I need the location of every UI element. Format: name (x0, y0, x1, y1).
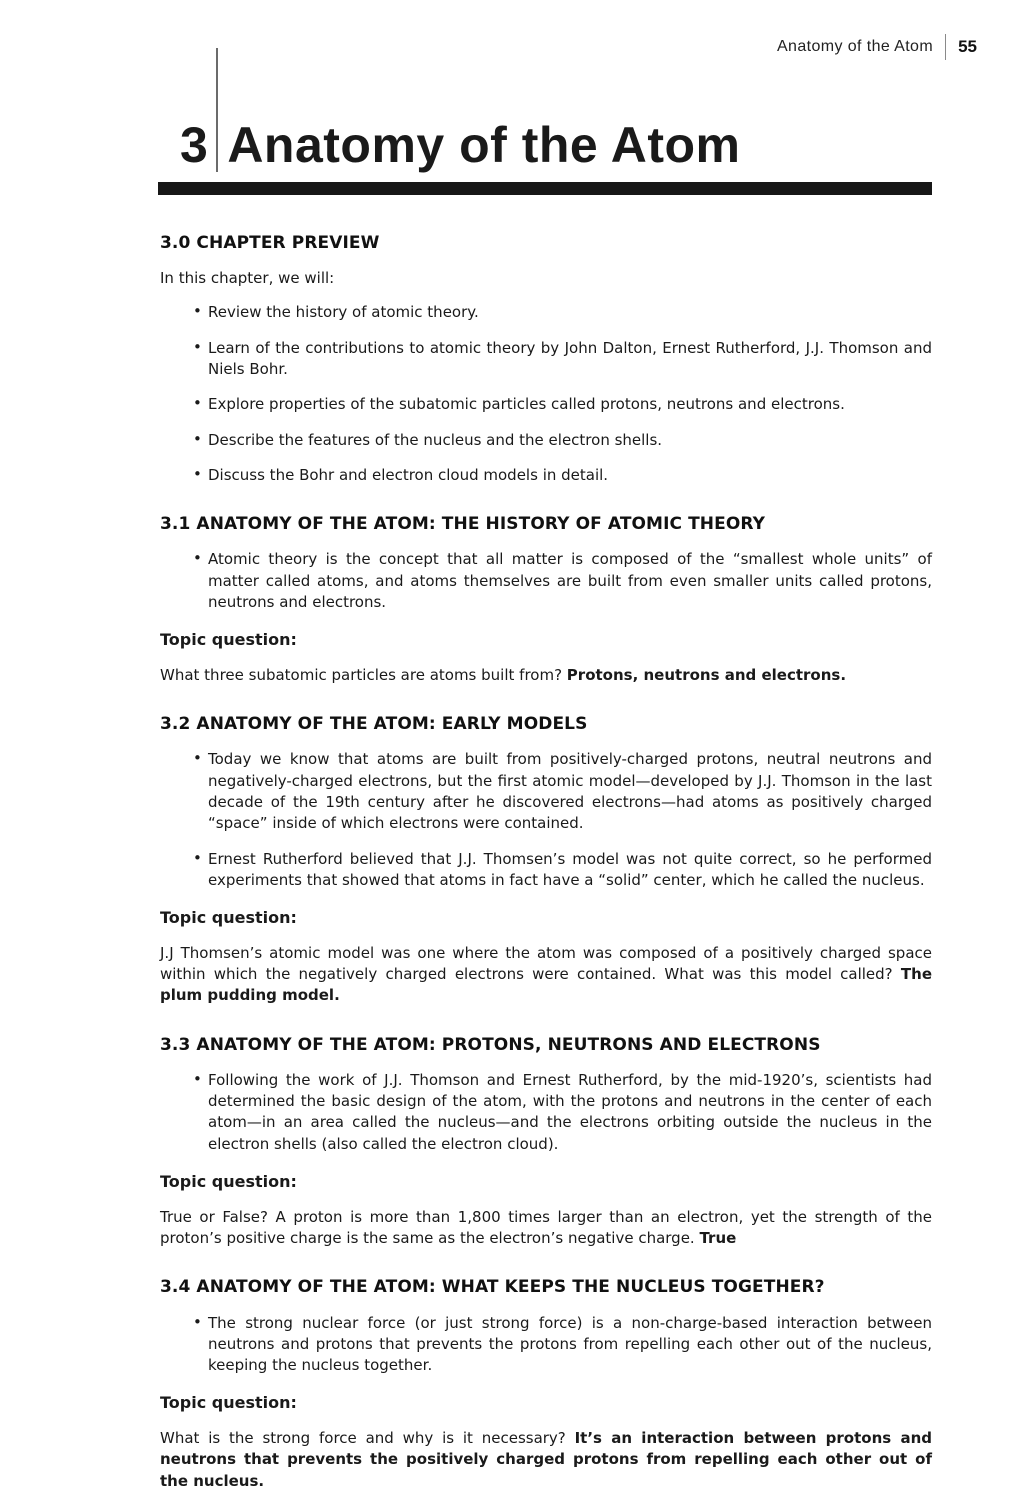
bullet-item: • Today we know that atoms are built from positively-charged protons, neutral neutrons and negatively-charged electrons, but the first atomic model—developed by J.J. Thomson in the last decade of the 19th century after he discovered electrons—had atoms as positively charged “space” inside of which electrons were contained. (160, 749, 932, 834)
bullet-item: • Learn of the contributions to atomic theory by John Dalton, Ernest Rutherford, J.J. Thomson and Niels Bohr. (160, 338, 932, 381)
section-intro: In this chapter, we will: (160, 269, 335, 288)
textbook-page (0, 34, 1024, 1490)
running-title: Anatomy of the Atom (776, 38, 934, 55)
topic-question-answer (160, 665, 932, 686)
chapter-heading (160, 48, 932, 172)
page-number: 55 (958, 37, 977, 56)
topic-question-answer (160, 943, 932, 1007)
header-divider (945, 34, 946, 60)
topic-question-answer (160, 1207, 932, 1250)
section-heading: 3.3 ANATOMY OF THE ATOM: PROTONS, NEUTRONS AND ELECTRONS (160, 1034, 821, 1055)
section-heading: 3.2 ANATOMY OF THE ATOM: EARLY MODELS (160, 714, 588, 735)
section-heading: 3.0 CHAPTER PREVIEW (160, 233, 380, 253)
topic-question-label: Topic question: (160, 630, 297, 650)
section-3-1 (160, 512, 932, 686)
bullet-item: • Atomic theory is the concept that all matter is composed of the “smallest whole units” of matter called atoms, and atoms themselves are built from even smaller units called protons, neutrons and electrons. (160, 549, 932, 613)
topic-question-text: True or False? A proton is more than 1,800 times larger than an electron, yet the strength of the proton’s positive charge is the same as the electron’s negative charge. (160, 1207, 932, 1248)
topic-question-text: What is the strong force and why is it necessary? (160, 1429, 575, 1448)
title-divider-bar (158, 182, 932, 195)
page-content (160, 231, 932, 1492)
bullet-item: • Review the history of atomic theory. (160, 302, 932, 323)
topic-question-label: Topic question: (160, 1172, 297, 1192)
bullet-item: • Ernest Rutherford believed that J.J. Thomsen’s model was not quite correct, so he performed experiments that showed that atoms in fact have a “solid” center, which he called the nucleus. (160, 849, 932, 892)
topic-answer-text: Protons, neutrons and electrons. (566, 665, 847, 684)
section-3-3 (160, 1033, 932, 1250)
topic-answer-text: True (699, 1229, 737, 1248)
topic-question-label: Topic question: (160, 908, 297, 928)
topic-answer-text: It’s an interaction between protons and neutrons that prevents the positively charged protons from repelling each other out of the nucleus. (160, 1429, 932, 1490)
bullet-item: • The strong nuclear force (or just strong force) is a non-charge-based interaction between neutrons and protons that prevents the protons from repelling each other out of the nucleus, keeping the nucleus together. (160, 1313, 932, 1377)
topic-question-text: What three subatomic particles are atoms built from? (160, 665, 567, 684)
bullet-item: • Describe the features of the nucleus and the electron shells. (160, 430, 932, 451)
chapter-title: Anatomy of the Atom (227, 117, 741, 173)
section-heading: 3.4 ANATOMY OF THE ATOM: WHAT KEEPS THE NUCLEUS TOGETHER? (160, 1277, 825, 1298)
section-3-2 (160, 712, 932, 1007)
bullet-item: • Following the work of J.J. Thomson and Ernest Rutherford, by the mid-1920’s, scientists had determined the basic design of the atom, with the protons and neutrons in the center of each atom—in an area called the nucleus—and the electrons orbiting outside the nucleus in the electron shells (also called the electron cloud). (160, 1070, 932, 1155)
section-3-4 (160, 1275, 932, 1492)
section-heading: 3.1 ANATOMY OF THE ATOM: THE HISTORY OF ATOMIC THEORY (160, 514, 766, 535)
chapter-number: 3 (180, 117, 209, 173)
bullet-item: • Discuss the Bohr and electron cloud models in detail. (160, 465, 932, 486)
topic-question-label: Topic question: (160, 1393, 297, 1413)
topic-answer-text: The plum pudding model. (160, 965, 932, 1005)
section-3-0 (160, 231, 932, 486)
topic-question-answer (160, 1428, 932, 1492)
topic-question-text: J.J Thomsen’s atomic model was one where the atom was composed of a positively charged space within which the negatively charged electrons were contained. What was this model called? (160, 943, 932, 984)
bullet-item: • Explore properties of the subatomic particles called protons, neutrons and electrons. (160, 394, 932, 415)
